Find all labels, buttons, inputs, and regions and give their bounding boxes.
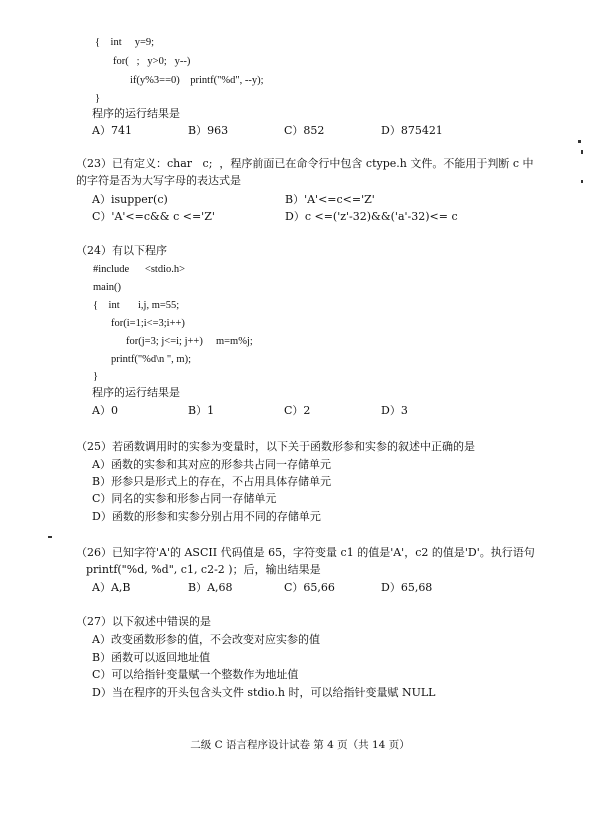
q23-stem-line-1: （23）已有定义：char c; ，程序前面已在命令行中包含 ctype.h 文件。不能用于判断 c 中 — [76, 157, 534, 170]
q24-option-c: C）2 — [284, 404, 311, 417]
q24-code-line-3: { int i,j, m=55; — [93, 300, 180, 311]
q27-option-c: C）可以给指针变量赋一个整数作为地址值 — [92, 668, 299, 681]
q24-code-line-7: } — [93, 371, 99, 382]
q24-code-line-5: for(j=3; j<=i; j++) m=m%j; — [126, 336, 253, 347]
q22-code-line-1: { int y=9; — [95, 37, 155, 48]
q24-code-line-2: main() — [93, 282, 121, 293]
scan-mark-right-2 — [581, 150, 583, 154]
scan-mark-right-1 — [578, 140, 581, 143]
q24-code-line-4: for(i=1;i<=3;i++) — [111, 318, 185, 329]
q25-option-d: D）函数的形参和实参分别占用不同的存储单元 — [92, 510, 321, 523]
q26-option-c: C）65,66 — [284, 581, 335, 594]
q25-option-c: C）同名的实参和形参占同一存储单元 — [92, 492, 277, 505]
q26-option-d: D）65,68 — [381, 581, 433, 594]
q23-option-b: B）'A'<=c<='Z' — [285, 193, 375, 206]
q22-code-line-3: if(y%3==0) printf("%d", --y); — [130, 75, 264, 86]
q24-option-a: A）0 — [92, 404, 118, 417]
q23-option-c: C）'A'<=c&& c <='Z' — [92, 210, 215, 223]
scan-mark-left — [48, 536, 52, 538]
page-footer: 二级 C 语言程序设计试卷 第 4 页（共 14 页） — [190, 739, 410, 751]
q25-option-b: B）形参只是形式上的存在，不占用具体存储单元 — [92, 475, 332, 488]
q27-option-a: A）改变函数形参的值，不会改变对应实参的值 — [92, 633, 320, 646]
q27-stem: （27）以下叙述中错误的是 — [76, 615, 211, 628]
q22-option-c: C）852 — [284, 124, 325, 137]
q23-option-a: A）isupper(c) — [92, 193, 168, 206]
q25-stem: （25）若函数调用时的实参为变量时，以下关于函数形参和实参的叙述中正确的是 — [76, 440, 475, 453]
q22-code-line-4: } — [95, 93, 101, 104]
q26-option-a: A）A,B — [92, 581, 131, 594]
q22-option-d: D）875421 — [381, 124, 443, 137]
q24-option-b: B）1 — [188, 404, 215, 417]
q27-option-b: B）函数可以返回地址值 — [92, 651, 211, 664]
q26-option-b: B）A,68 — [188, 581, 233, 594]
q22-option-b: B）963 — [188, 124, 229, 137]
q24-code-line-1: #include <stdio.h> — [93, 264, 186, 275]
q24-stem: （24）有以下程序 — [76, 244, 167, 257]
q24-option-d: D）3 — [381, 404, 408, 417]
q26-stem-line-1: （26）已知字符'A'的 ASCII 代码值是 65，字符变量 c1 的值是'A'，c2 的值是'D'。执行语句 — [76, 546, 535, 559]
q22-prompt: 程序的运行结果是 — [92, 107, 180, 120]
q26-stem-line-2: printf("%d, %d", c1, c2-2 )；后，输出结果是 — [86, 563, 321, 576]
q22-code-line-2: for( ; y>0; y--) — [113, 56, 191, 67]
q24-prompt: 程序的运行结果是 — [92, 386, 180, 399]
q23-stem-line-2: 的字符是否为大写字母的表达式是 — [76, 174, 241, 187]
q23-option-d: D）c <=('z'-32)&&('a'-32)<= c — [285, 210, 458, 223]
scan-mark-right-3 — [581, 180, 583, 183]
q24-code-line-6: printf("%d\n ", m); — [111, 354, 192, 365]
q22-option-a: A）741 — [92, 124, 132, 137]
q25-option-a: A）函数的实参和其对应的形参共占同一存储单元 — [92, 458, 331, 471]
q27-option-d: D）当在程序的开头包含头文件 stdio.h 时，可以给指针变量赋 NULL — [92, 686, 436, 699]
